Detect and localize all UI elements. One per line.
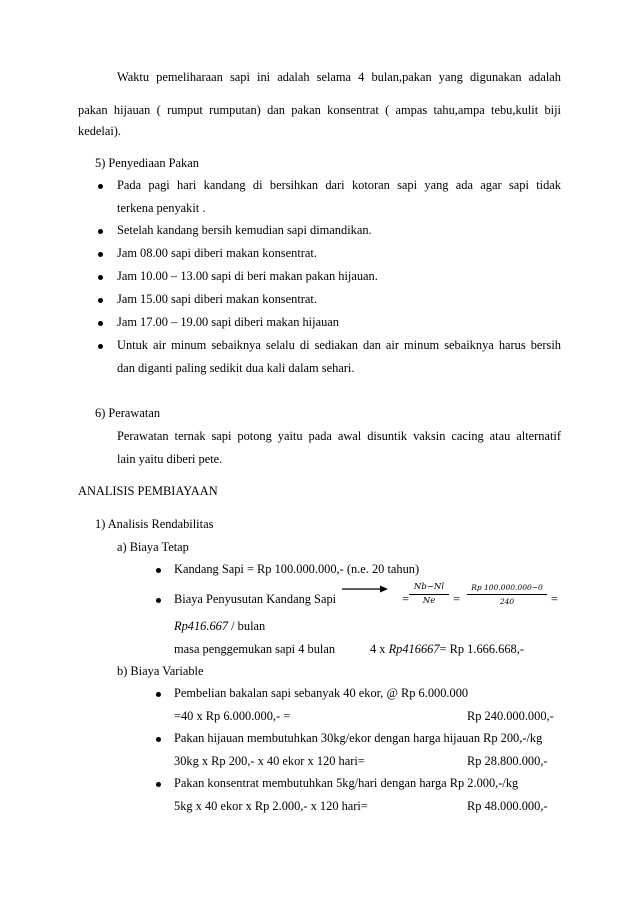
bullet-icon — [98, 252, 103, 257]
feed-bullet-2: Setelah kandang bersih kemudian sapi dimandikan. — [117, 223, 372, 237]
variable-item-3-amount: Rp 48.000.000,- — [467, 799, 548, 813]
depreciation-label: Biaya Penyusutan Kandang Sapi — [174, 592, 337, 606]
values-numerator: Rp 100.000.000−0 — [471, 583, 543, 592]
feed-bullet-3: Jam 08.00 sapi diberi makan konsentrat. — [117, 246, 317, 260]
fattening-period-calc — [370, 642, 524, 657]
bullet-icon — [98, 275, 103, 280]
calc-suffix: = Rp 1.666.668,- — [439, 642, 524, 656]
feed-bullet-6: Jam 17.00 – 19.00 sapi diberi makan hijauan — [117, 315, 339, 329]
feed-bullet-1-line-1: Pada pagi hari kandang di bersihkan dari kotoran sapi yang ada agar sapi tidak — [117, 178, 561, 192]
variable-item-3-line-1: Pakan konsentrat membutuhkan 5kg/hari dengan harga Rp 2.000,-/kg — [174, 776, 519, 790]
care-line-1: Perawatan ternak sapi potong yaitu pada awal disuntik vaksin cacing atau alternatif — [117, 429, 561, 443]
intro-line-3: kedelai). — [78, 124, 121, 138]
cage-cost-line: Kandang Sapi = Rp 100.000.000,- (n.e. 20 tahun) — [174, 562, 420, 576]
fraction-bar — [409, 594, 449, 595]
section-6-title: 6) Perawatan — [95, 406, 161, 420]
feed-bullet-5: Jam 15.00 sapi diberi makan konsentrat. — [117, 292, 317, 306]
equals-sign-1: = — [402, 592, 409, 606]
feed-bullet-7-line-1: Untuk air minum sebaiknya selalu di sediakan dan air minum sebaiknya harus bersih — [117, 338, 561, 352]
formula-numerator: Nb−Nl — [413, 582, 445, 592]
bullet-icon — [98, 184, 103, 189]
rentability-subheading: 1) Analisis Rendabilitas — [95, 517, 214, 531]
depreciation-result — [174, 619, 265, 634]
formula-denominator: Ne — [422, 596, 436, 606]
variable-item-2-line-1: Pakan hijauan membutuhkan 30kg/ekor dengan harga hijauan Rp 200,-/kg — [174, 731, 543, 745]
bullet-icon — [98, 344, 103, 349]
analysis-heading: ANALISIS PEMBIAYAAN — [78, 484, 218, 498]
bullet-icon — [156, 692, 161, 697]
equals-sign-2: = — [453, 592, 460, 606]
care-line-2: lain yaitu diberi pete. — [117, 452, 223, 466]
variable-item-2-amount: Rp 28.800.000,- — [467, 754, 548, 768]
equals-sign-3: = — [551, 592, 558, 606]
calc-prefix: 4 x — [370, 642, 389, 656]
depreciation-formula — [409, 582, 449, 607]
feed-bullet-1-line-2: terkena penyakit . — [117, 201, 206, 215]
result-unit: / bulan — [228, 619, 266, 633]
section-5-title: 5) Penyediaan Pakan — [95, 156, 199, 170]
feed-bullet-7-line-2: dan diganti paling sedikit dua kali dalam sehari. — [117, 361, 355, 375]
bullet-icon — [156, 737, 161, 742]
variable-cost-title: b) Biaya Variable — [117, 664, 204, 678]
variable-item-1-amount: Rp 240.000.000,- — [467, 709, 554, 723]
bullet-icon — [98, 229, 103, 234]
variable-item-3-line-2: 5kg x 40 ekor x Rp 2.000,- x 120 hari= — [174, 799, 368, 813]
intro-line-2: pakan hijauan ( rumput rumputan) dan pakan konsentrat ( ampas tahu,ampa tebu,kulit biji — [78, 103, 561, 117]
result-value: Rp416.667 — [174, 619, 229, 633]
fixed-cost-title: a) Biaya Tetap — [117, 540, 189, 554]
fattening-period-label: masa penggemukan sapi 4 bulan — [174, 642, 336, 656]
variable-item-2-line-2: 30kg x Rp 200,- x 40 ekor x 120 hari= — [174, 754, 365, 768]
bullet-icon — [98, 321, 103, 326]
depreciation-values — [467, 582, 547, 607]
calc-math: Rp416667 — [388, 642, 440, 656]
bullet-icon — [98, 298, 103, 303]
intro-line-1: Waktu pemeliharaan sapi ini adalah selama 4 bulan,pakan yang digunakan adalah — [117, 70, 561, 84]
right-arrow-icon — [342, 584, 388, 594]
fraction-bar — [467, 594, 547, 595]
variable-item-1-line-1: Pembelian bakalan sapi sebanyak 40 ekor, @ Rp 6.000.000 — [174, 686, 469, 700]
bullet-icon — [156, 598, 161, 603]
values-denominator: 240 — [499, 597, 515, 606]
variable-item-1-line-2: =40 x Rp 6.000.000,- = — [174, 709, 291, 723]
feed-bullet-4: Jam 10.00 – 13.00 sapi di beri makan pakan hijauan. — [117, 269, 378, 283]
bullet-icon — [156, 782, 161, 787]
bullet-icon — [156, 568, 161, 573]
